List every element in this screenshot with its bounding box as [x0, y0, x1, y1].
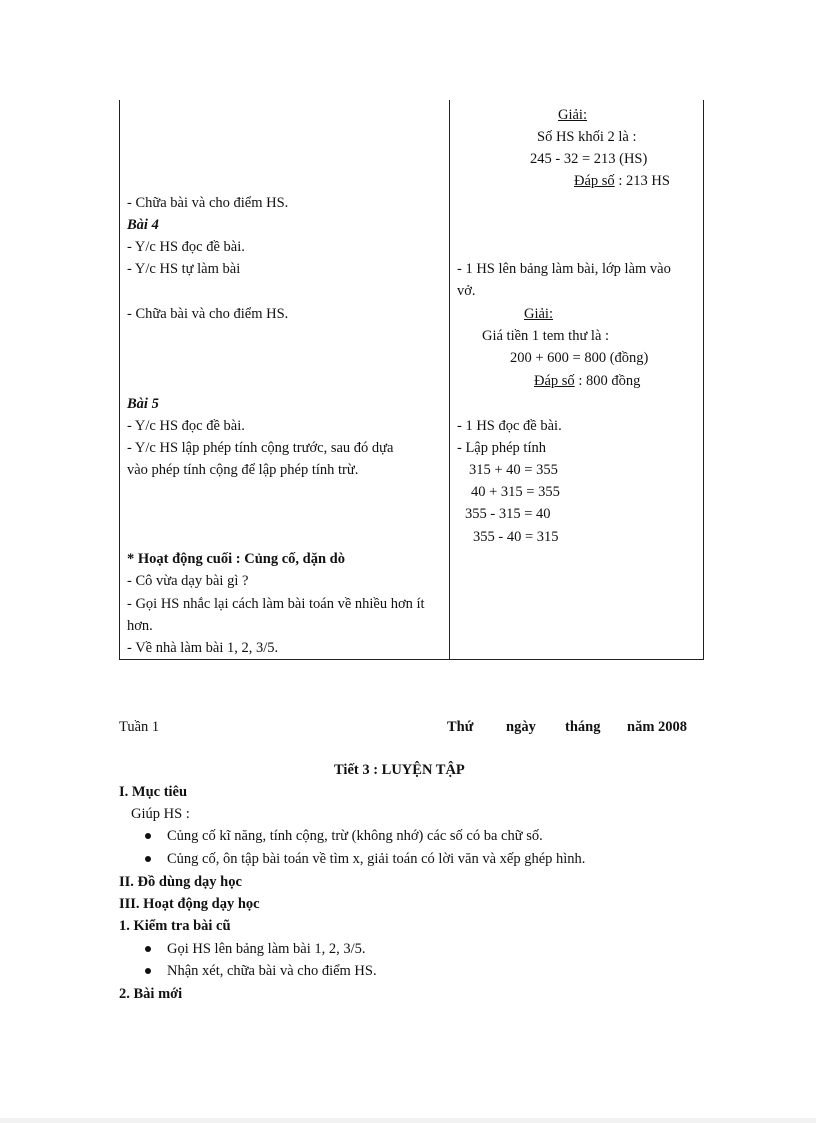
giai1-line2: 245 - 32 = 213 (HS) [530, 151, 648, 167]
lesson-title: Tiết 3 : LUYỆN TẬP [334, 762, 465, 778]
giai1-answer-label: Đáp số [574, 173, 615, 189]
left-activity-line2: - Gọi HS nhắc lại cách làm bài toán về nhiều hơn ít [127, 596, 425, 612]
section-objectives: I. Mục tiêu [119, 784, 188, 800]
right-bai5-line2: - Lập phép tính [457, 440, 546, 456]
left-activity-line1: - Cô vừa dạy bài gì ? [127, 573, 249, 589]
objective-bullet-1: Củng cố kĩ năng, tính cộng, trừ (không nhớ) các số có ba chữ số. [167, 828, 543, 844]
date-label: ngày [506, 719, 536, 735]
activity-heading: * Hoạt động cuối : Củng cố, dặn dò [127, 551, 345, 567]
section-materials: II. Đồ dùng dạy học [119, 874, 242, 890]
giai2-line2: 200 + 600 = 800 (đồng) [510, 350, 649, 366]
bai5-heading: Bài 5 [127, 396, 159, 412]
calc-line3: 355 - 315 = 40 [465, 506, 551, 522]
bullet-dot-icon [145, 833, 151, 839]
left-bai5-line2: - Y/c HS lập phép tính cộng trước, sau đó dựa [127, 440, 394, 456]
year-label: năm 2008 [627, 719, 688, 735]
bullet-dot-icon [145, 946, 151, 952]
giai2-answer-value: : 800 đồng [574, 373, 641, 389]
left-activity-line4: - Về nhà làm bài 1, 2, 3/5. [127, 640, 279, 656]
review-bullet-1: Gọi HS lên bảng làm bài 1, 2, 3/5. [167, 941, 366, 957]
section-activities: III. Hoạt động dạy học [119, 896, 260, 912]
giai1-answer [574, 171, 670, 191]
calc-line1: 315 + 40 = 355 [469, 462, 558, 478]
left-fix-bai3: - Chữa bài và cho điểm HS. [127, 195, 289, 211]
week-label: Tuần 1 [119, 719, 160, 735]
giai1-line1: Số HS khối 2 là : [537, 129, 637, 145]
left-bai4-fix: - Chữa bài và cho điểm HS. [127, 306, 289, 322]
bullet-dot-icon [145, 856, 151, 862]
calc-line4: 355 - 40 = 315 [473, 529, 559, 545]
month-label: tháng [565, 719, 601, 735]
giai2-line1: Giá tiền 1 tem thư là : [482, 328, 610, 344]
giai1-label: Giải: [558, 107, 587, 123]
left-bai4-line1: - Y/c HS đọc đề bài. [127, 239, 245, 255]
objectives-intro: Giúp HS : [131, 806, 190, 822]
lesson-table [119, 100, 704, 660]
subsection-review: 1. Kiểm tra bài cũ [119, 918, 231, 934]
day-label: Thứ [447, 719, 474, 735]
giai2-answer-label: Đáp số [534, 373, 575, 389]
column-divider [449, 100, 450, 659]
subsection-new-lesson: 2. Bài mới [119, 986, 183, 1002]
left-bai5-line1: - Y/c HS đọc đề bài. [127, 418, 245, 434]
left-bai5-line3: vào phép tính cộng để lập phép tính trừ. [127, 462, 359, 478]
giai2-label: Giải: [524, 306, 553, 322]
giai2-answer [534, 371, 640, 391]
calc-line2: 40 + 315 = 355 [471, 484, 560, 500]
right-bai4-line1: - 1 HS lên bảng làm bài, lớp làm vào [457, 261, 671, 277]
right-bai4-line2: vở. [457, 283, 476, 299]
left-bai4-line2: - Y/c HS tự làm bài [127, 261, 241, 277]
objective-bullet-2: Củng cố, ôn tập bài toán về tìm x, giải toán có lời văn và xếp ghép hình. [167, 851, 586, 867]
bullet-dot-icon [145, 968, 151, 974]
page-bottom-band [0, 1118, 816, 1123]
review-bullet-2: Nhận xét, chữa bài và cho điểm HS. [167, 963, 377, 979]
bai4-heading: Bài 4 [127, 217, 159, 233]
giai1-answer-value: : 213 HS [614, 173, 670, 189]
left-activity-line3: hơn. [127, 618, 153, 634]
right-bai5-line1: - 1 HS đọc đề bài. [457, 418, 562, 434]
